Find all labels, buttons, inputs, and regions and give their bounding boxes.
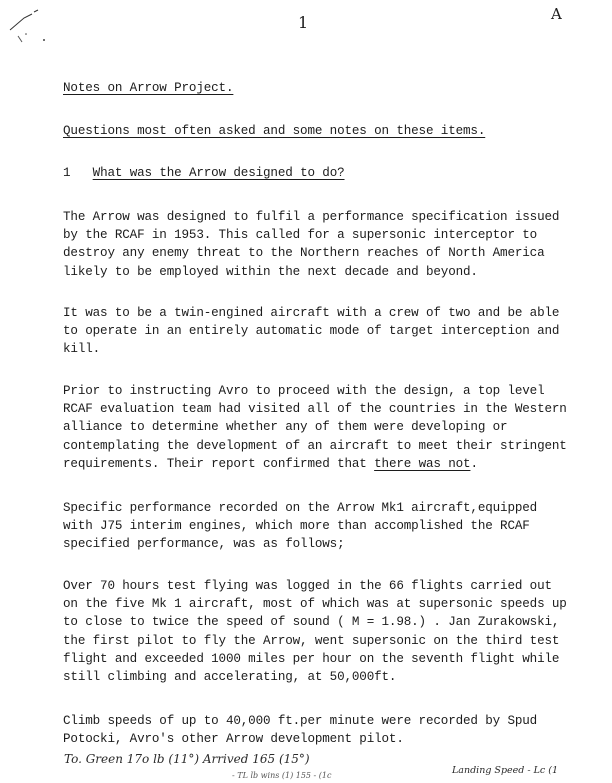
- text-line: contemplating the development of an aircraft to meet their stringent: [63, 438, 567, 453]
- paragraph-design-spec: [63, 208, 583, 281]
- report-emphasis: there was not: [374, 456, 471, 471]
- report-line-start: requirements. Their report confirmed that: [63, 456, 375, 471]
- text-line: to close to twice the speed of sound ( M = 1.98.) . Jan Zurakowski,: [63, 615, 560, 630]
- paragraph-test-flying: [63, 577, 583, 686]
- corner-letter: A: [551, 5, 562, 23]
- paragraph-performance: [63, 499, 583, 554]
- text-line: on the five Mk 1 aircraft, most of which was at supersonic speeds up: [63, 597, 567, 612]
- text-line: with J75 interim engines, which more than accomplished the RCAF: [63, 519, 530, 534]
- question-text: What was the Arrow designed to do?: [92, 166, 345, 180]
- text-line: Over 70 hours test flying was logged in the 66 flights carried out: [63, 579, 552, 593]
- paragraph-evaluation: [63, 382, 583, 473]
- text-line: Potocki, Avro's other Arrow development pilot.: [63, 732, 404, 747]
- text-line: Prior to instructing Avro to proceed with the design, a top level: [63, 384, 545, 398]
- handwritten-note-right: Landing Speed - Lc (1: [452, 765, 558, 776]
- handwritten-note-below: - TL lb wins (1) 155 - (1c: [232, 771, 332, 780]
- text-line: Climb speeds of up to 40,000 ft.per minute were recorded by Spud: [63, 714, 538, 728]
- text-line: likely to be employed within the next decade and beyond.: [63, 264, 478, 279]
- text-line: Specific performance recorded on the Arrow Mk1 aircraft,equipped: [63, 501, 538, 515]
- text-line: It was to be a twin-engined aircraft with a crew of two and be able: [63, 306, 560, 320]
- pen-scribble-icon: [4, 4, 50, 48]
- text-line: kill.: [63, 342, 101, 357]
- report-line-end: .: [470, 456, 478, 471]
- text-line: destroy any enemy threat to the Northern reaches of North America: [63, 246, 545, 261]
- paragraph-twin-engine: [63, 304, 583, 359]
- text-line: still climbing and accelerating, at 50,000ft.: [63, 670, 397, 685]
- text-line: the first pilot to fly the Arrow, went supersonic on the third test: [63, 633, 560, 648]
- text-line: specified performance, was as follows;: [63, 537, 345, 552]
- question-heading: [63, 164, 583, 182]
- text-line: flight and exceeded 1000 miles per hour on the seventh flight while: [63, 651, 560, 666]
- page-number: 1: [298, 13, 309, 32]
- paragraph-climb-speeds: [63, 712, 583, 748]
- handwritten-note-left: To. Green 17o lb (11°) Arrived 165 (15°): [64, 752, 310, 766]
- text-line: alliance to determine whether any of them were developing or: [63, 420, 508, 435]
- report-line: [63, 457, 478, 471]
- text-line: by the RCAF in 1953. This called for a supersonic interceptor to: [63, 228, 538, 243]
- question-number: 1: [63, 166, 71, 180]
- page-title: Notes on Arrow Project.: [63, 81, 234, 95]
- text-line: RCAF evaluation team had visited all of the countries in the Western: [63, 402, 567, 417]
- text-line: to operate in an entirely automatic mode of target interception and: [63, 324, 560, 339]
- page-subtitle: Questions most often asked and some notes on these items.: [63, 124, 486, 138]
- text-line: The Arrow was designed to fulfil a performance specification issued: [63, 210, 560, 224]
